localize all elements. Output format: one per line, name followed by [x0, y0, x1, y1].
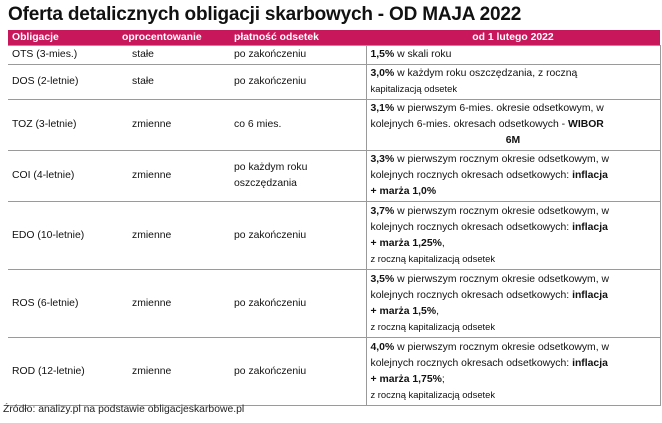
rate-terms-text: kapitalizacją odsetek [370, 83, 458, 94]
cell-rate-terms [366, 202, 660, 270]
cell-interest-type: zmienne [118, 270, 230, 338]
rate-terms-text: kolejnych rocznych okresach odsetkowych: [370, 357, 573, 369]
cell-interest-type: zmienne [118, 100, 230, 151]
cell-interest-payment: po zakończeniu [230, 65, 366, 100]
rate-terms-text: w pierwszym rocznym okresie odsetkowym, w [394, 341, 609, 353]
rate-terms-bold-text: 3,3% [370, 154, 395, 165]
rate-terms-bold-text: 3,7% [370, 205, 395, 217]
table-row [8, 202, 660, 270]
rate-terms-line [371, 101, 656, 117]
rate-terms-bold-text: 3,1% [370, 103, 395, 114]
cell-interest-type: zmienne [118, 338, 230, 406]
rate-terms-bold-text: inflacja [572, 170, 608, 181]
rate-terms-bold-text: WIBOR [568, 119, 604, 130]
table-row [8, 338, 660, 406]
rate-terms-text: kolejnych rocznych okresach odsetkowych: [370, 289, 573, 301]
rate-terms-line [371, 252, 656, 268]
cell-bond-name: TOZ (3-letnie) [8, 100, 118, 151]
cell-bond-name: OTS (3-mies.) [8, 46, 118, 65]
table-row [8, 46, 660, 65]
rate-terms-line [371, 133, 656, 149]
cell-interest-type: stałe [118, 65, 230, 100]
rate-terms-bold-text: 1,5% [370, 49, 395, 60]
cell-rate-terms [366, 65, 660, 100]
cell-rate-terms [366, 151, 660, 202]
rate-terms-line [371, 204, 656, 220]
rate-terms-line [371, 66, 656, 82]
cell-bond-name: ROD (12-letnie) [8, 338, 118, 406]
cell-interest-payment: po zakończeniu [230, 202, 366, 270]
rate-terms-line [371, 272, 656, 288]
rate-terms-line [371, 340, 656, 356]
rate-terms-line [371, 82, 656, 98]
cell-interest-payment: po zakończeniu [230, 270, 366, 338]
rate-terms-bold-text: + marża 1,75% [370, 373, 442, 385]
rate-terms-bold-text: inflacja [572, 289, 608, 301]
source-note: Źródło: analizy.pl na podstawie obligacjeskarbowe.pl [3, 404, 245, 415]
rate-terms-bold-text: 4,0% [370, 341, 395, 353]
cell-bond-name: EDO (10-letnie) [8, 202, 118, 270]
header-interest-payment: płatność odsetek [230, 30, 366, 46]
rate-terms-line [371, 236, 656, 252]
rate-terms-bold-text: 6M [505, 135, 521, 146]
rate-terms-bold-text: inflacja [572, 357, 608, 369]
cell-bond-name: ROS (6-letnie) [8, 270, 118, 338]
rate-terms-text: kolejnych rocznych okresach odsetkowych: [370, 221, 573, 233]
table-row [8, 100, 660, 151]
page-title: Oferta detalicznych obligacji skarbowych - OD MAJA 2022 [8, 4, 522, 25]
rate-terms-line [371, 288, 656, 304]
rate-terms-bold-text: 3,5% [370, 273, 395, 285]
cell-rate-terms [366, 100, 660, 151]
bonds-table [8, 30, 661, 406]
rate-terms-line [371, 388, 656, 404]
rate-terms-text: z roczną kapitalizacją odsetek [370, 320, 496, 332]
rate-terms-bold-text: + marża 1,25% [370, 237, 442, 249]
rate-terms-bold-text: 3,0% [370, 68, 395, 79]
table-row [8, 270, 660, 338]
rate-terms-text: w skali roku [394, 49, 452, 60]
table-row [8, 151, 660, 202]
rate-terms-text: w pierwszym rocznym okresie odsetkowym, w [394, 273, 609, 285]
rate-terms-text: kolejnych 6-mies. okresach odsetkowych - [370, 119, 569, 130]
rate-terms-text: ; [441, 373, 445, 385]
cell-rate-terms [366, 46, 660, 65]
rate-terms-line [371, 220, 656, 236]
rate-terms-line [371, 304, 656, 320]
rate-terms-bold-text: + marża 1,5% [370, 305, 437, 317]
header-interest-type: oprocentowanie [118, 30, 230, 46]
cell-interest-payment: co 6 mies. [230, 100, 366, 151]
table-body [8, 46, 660, 406]
rate-terms-text: w każdym roku oszczędzania, z roczną [394, 68, 578, 79]
rate-terms-line [371, 372, 656, 388]
cell-rate-terms [366, 270, 660, 338]
header-bonds: Obligacje [8, 30, 118, 46]
rate-terms-text: w pierwszym rocznym okresie odsetkowym, w [394, 205, 609, 217]
cell-interest-type: stałe [118, 46, 230, 65]
rate-terms-text: z roczną kapitalizacją odsetek [370, 388, 496, 400]
table-row [8, 65, 660, 100]
rate-terms-text: , [436, 305, 439, 317]
rate-terms-line [371, 47, 656, 63]
rate-terms-line [371, 184, 656, 200]
rate-terms-text: , [441, 237, 445, 249]
header-rate-terms: od 1 lutego 2022 [366, 30, 660, 46]
cell-interest-payment: po każdym roku oszczędzania [230, 151, 366, 202]
rate-terms-line [371, 117, 656, 133]
cell-interest-type: zmienne [118, 151, 230, 202]
cell-interest-payment: po zakończeniu [230, 46, 366, 65]
rate-terms-text: kolejnych rocznych okresach odsetkowych: [370, 170, 573, 181]
rate-terms-text: z roczną kapitalizacją odsetek [370, 252, 496, 264]
cell-rate-terms [366, 338, 660, 406]
rate-terms-text: w pierwszym 6-mies. okresie odsetkowym, w [394, 103, 604, 114]
rate-terms-line [371, 320, 656, 336]
table-header-row [8, 30, 660, 46]
rate-terms-text: w pierwszym rocznym okresie odsetkowym, w [394, 154, 609, 165]
cell-interest-payment: po zakończeniu [230, 338, 366, 406]
rate-terms-bold-text: inflacja [572, 221, 608, 233]
rate-terms-bold-text: + marża 1,0% [370, 186, 437, 197]
cell-bond-name: DOS (2-letnie) [8, 65, 118, 100]
rate-terms-line [371, 168, 656, 184]
rate-terms-line [371, 152, 656, 168]
cell-interest-type: zmienne [118, 202, 230, 270]
cell-bond-name: COI (4-letnie) [8, 151, 118, 202]
rate-terms-line [371, 356, 656, 372]
